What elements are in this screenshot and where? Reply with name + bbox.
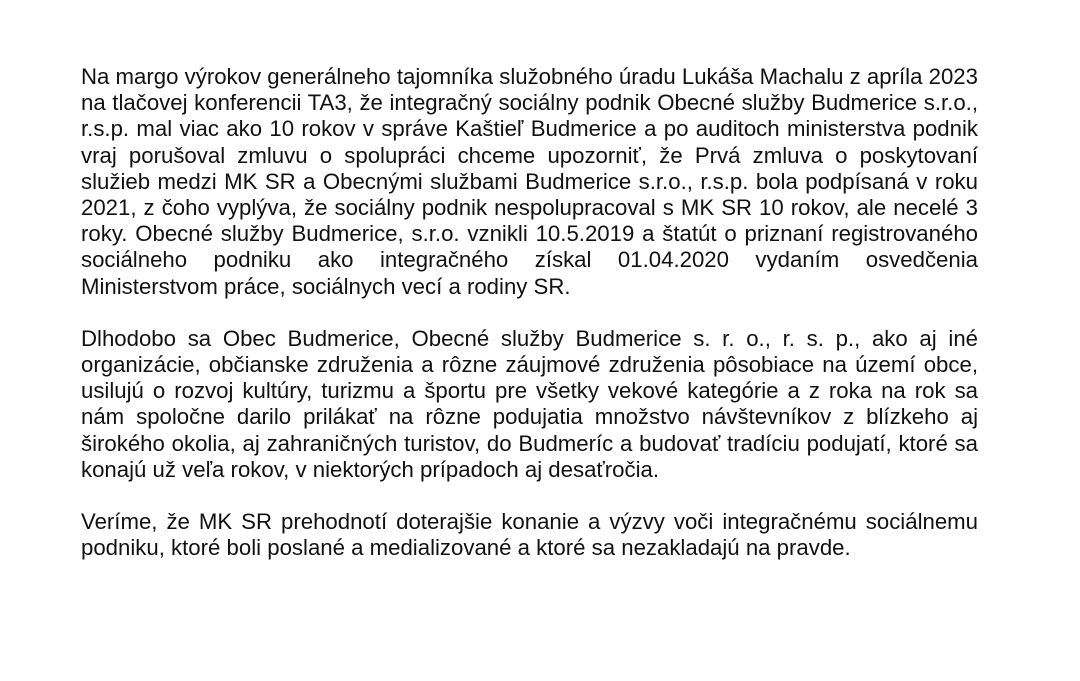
paragraph-3: Veríme, že MK SR prehodnotí doterajšie konanie a výzvy voči integračnému sociálnemu podniku, ktoré boli poslané a medializované a ktoré sa nezakladajú na pravde. — [81, 509, 978, 561]
paragraph-2: Dlhodobo sa Obec Budmerice, Obecné služby Budmerice s. r. o., r. s. p., ako aj iné organizácie, občianske združenia a rôzne záujmové združenia pôsobiace na území obce, usilujú o rozvoj kultúry, turizmu a športu pre všetky vekové kategórie a z roka na rok sa nám spoločne darilo prilákať na rôzne podujatia množstvo návštevníkov z blízkeho aj širokého okolia, aj zahraničných turistov, do Budmeríc a budovať tradíciu podujatí, ktoré sa konajú už veľa rokov, v niektorých prípadoch aj desaťročia. — [81, 325, 978, 482]
document-body — [81, 64, 978, 561]
paragraph-1: Na margo výrokov generálneho tajomníka služobného úradu Lukáša Machalu z apríla 2023 na tlačovej konferencii TA3, že integračný sociálny podnik Obecné služby Budmerice s.r.o., r.s.p. mal viac ako 10 rokov v správe Kaštieľ Budmerice a po auditoch ministerstva podnik vraj porušoval zmluvu o spolupráci chceme upozorniť, že Prvá zmluva o poskytovaní služieb medzi MK SR a Obecnými službami Budmerice s.r.o., r.s.p. bola podpísaná v roku 2021, z čoho vyplýva, že sociálny podnik nespolupracoval s MK SR 10 rokov, ale necelé 3 roky. Obecné služby Budmerice, s.r.o. vznikli 10.5.2019 a štatút o priznaní registrovaného sociálneho podniku ako integračného získal 01.04.2020 vydaním osvedčenia Ministerstvom práce, sociálnych vecí a rodiny SR. — [81, 64, 978, 299]
